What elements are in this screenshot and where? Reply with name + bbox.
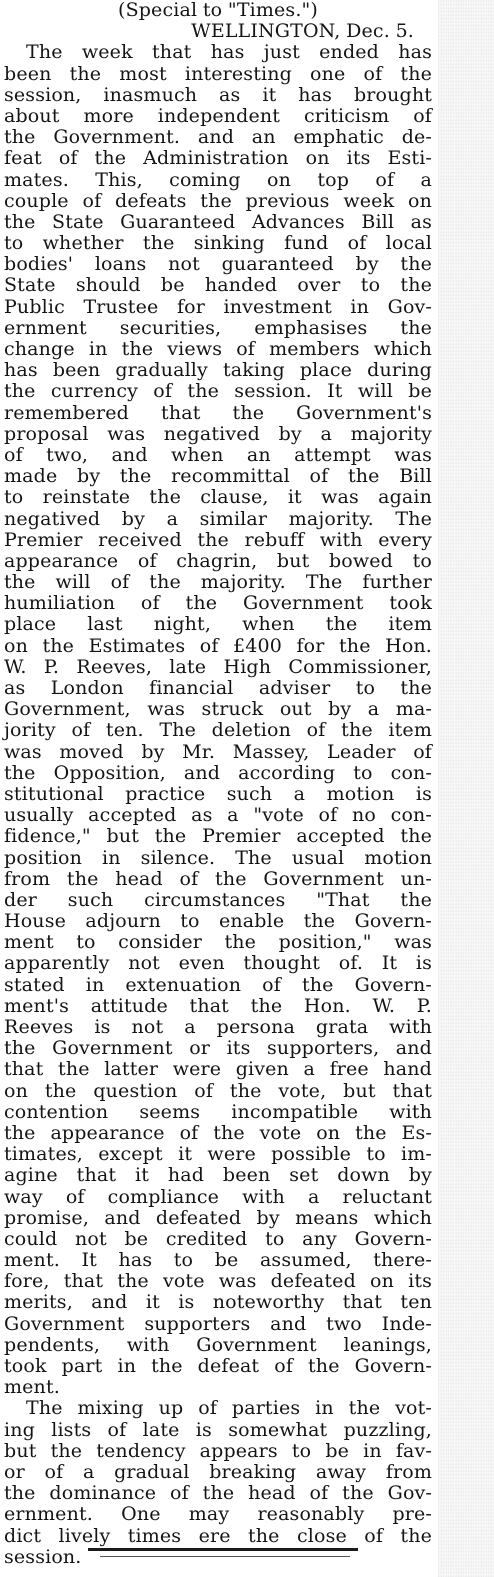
article-line: merits, and it is noteworthy that ten <box>4 1291 432 1314</box>
article-line: on the Estimates of £400 for the Hon. <box>4 634 432 657</box>
article-line: remembered that the Government's <box>4 401 432 424</box>
article-line: negatived by a similar majority. The <box>4 507 432 530</box>
article-line: took part in the defeat of the Govern- <box>4 1355 432 1377</box>
article-line: or of a gradual breaking away from <box>4 1460 432 1483</box>
article-line: apparently not even thought of. It is <box>4 952 432 975</box>
article-line: the dominance of the head of the Gov- <box>4 1482 432 1505</box>
article-line: the will of the majority. The further <box>4 571 432 594</box>
article-line: about more independent criticism of <box>4 104 432 127</box>
article-line: stated in extenuation of the Govern- <box>4 973 432 996</box>
article-line: der such circumstances "That the <box>4 888 432 911</box>
article-line: Premier received the rebuff with every <box>4 528 432 551</box>
article-line: place last night, when the item <box>4 613 432 636</box>
article-line: that the latter were given a free hand <box>4 1058 432 1081</box>
article-line: way of compliance with a reluctant <box>4 1185 432 1208</box>
article-line: couple of defeats the previous week on <box>4 189 432 212</box>
scanned-page-edge <box>438 0 494 1577</box>
article-line: promise, and defeated by means which <box>4 1206 432 1229</box>
article-line: from the head of the Government un- <box>4 867 432 890</box>
article-line: to reinstate the clause, it was again <box>4 486 432 509</box>
article-line: could not be credited to any Govern- <box>4 1227 432 1250</box>
article-kicker: (Special to "Times.") <box>118 0 318 21</box>
article-line: change in the views of members which <box>4 338 432 360</box>
article-line: session. <box>4 1545 82 1568</box>
article-line: fore, that the vote was defeated on its <box>4 1270 432 1293</box>
article-line: the currency of the session. It will be <box>4 380 432 403</box>
article-line: appearance of chagrin, but bowed to <box>4 549 432 572</box>
article-line: was moved by Mr. Massey, Leader of <box>4 740 432 763</box>
article-line: ment. It has to be assumed, there- <box>4 1249 432 1272</box>
article-line: dict lively times ere the close of the <box>4 1524 432 1547</box>
article-line: ment's attitude that the Hon. W. P. <box>4 994 432 1017</box>
article-line: timates, except it were possible to im- <box>4 1143 432 1166</box>
article-line: been the most interesting one of the <box>4 62 432 85</box>
article-line: made by the recommittal of the Bill <box>4 465 432 488</box>
article-line: of two, and when an attempt was <box>4 443 432 466</box>
article-line: but the tendency appears to be in fav- <box>4 1439 432 1462</box>
article-line: ing lists of late is somewhat puzzling, <box>4 1418 432 1441</box>
article-line: Government supporters and two Inde- <box>4 1312 432 1335</box>
article-line: usually accepted as a "vote of no con- <box>4 804 432 827</box>
article-line: House adjourn to enable the Govern- <box>4 910 432 933</box>
article-line: State should be handed over to the <box>4 274 432 297</box>
article-line: on the question of the vote, but that <box>4 1079 432 1102</box>
article-line: pendents, with Government leanings, <box>4 1333 432 1356</box>
article-line: as London financial adviser to the <box>4 677 432 699</box>
article-line: ernment securities, emphasises the <box>4 316 432 339</box>
article-line: the State Guaranteed Advances Bill as <box>4 210 432 233</box>
article-line: ment to consider the position," was <box>4 931 432 954</box>
article-line: ernment. One may reasonably pre- <box>4 1503 432 1526</box>
article-line: session, inasmuch as it has brought <box>4 83 432 106</box>
article-dateline: WELLINGTON, Dec. 5. <box>191 20 414 43</box>
article-line: has been gradually taking place during <box>4 359 432 382</box>
article-line: fidence," but the Premier accepted the <box>4 825 432 848</box>
article-line: bodies' loans not guaranteed by the <box>4 253 432 276</box>
article-line: The week that has just ended has <box>26 41 432 64</box>
article-line: Public Trustee for investment in Gov- <box>4 295 432 318</box>
article-line: the Opposition, and according to con- <box>4 761 432 784</box>
article-body <box>4 42 432 1568</box>
article-line: jority of ten. The deletion of the item <box>4 719 432 742</box>
article-line: Government, was struck out by a ma- <box>4 698 432 721</box>
article-line: stitutional practice such a motion is <box>4 782 432 805</box>
article-line: the Government. and an emphatic de- <box>4 126 432 149</box>
article-line: mates. This, coming on top of a <box>4 168 432 191</box>
end-rule-thin <box>100 1556 350 1557</box>
article-line: W. P. Reeves, late High Commissioner, <box>4 655 432 678</box>
article-line: Reeves is not a persona grata with <box>4 1016 432 1038</box>
end-rule <box>88 1548 358 1551</box>
article-line: the Government or its supporters, and <box>4 1037 432 1060</box>
article-line: to whether the sinking fund of local <box>4 232 432 255</box>
article-line: contention seems incompatible with <box>4 1100 432 1123</box>
article-line: position in silence. The usual motion <box>4 846 432 869</box>
article-line: proposal was negatived by a majority <box>4 422 432 445</box>
article-line: feat of the Administration on its Esti- <box>4 147 432 170</box>
article-line: humiliation of the Government took <box>4 592 432 615</box>
article-line: The mixing up of parties in the vot- <box>26 1397 432 1420</box>
article-line: agine that it had been set down by <box>4 1164 432 1187</box>
article-column <box>4 0 432 1568</box>
article-line: ment. <box>4 1376 60 1399</box>
article-line: the appearance of the vote on the Es- <box>4 1121 432 1144</box>
